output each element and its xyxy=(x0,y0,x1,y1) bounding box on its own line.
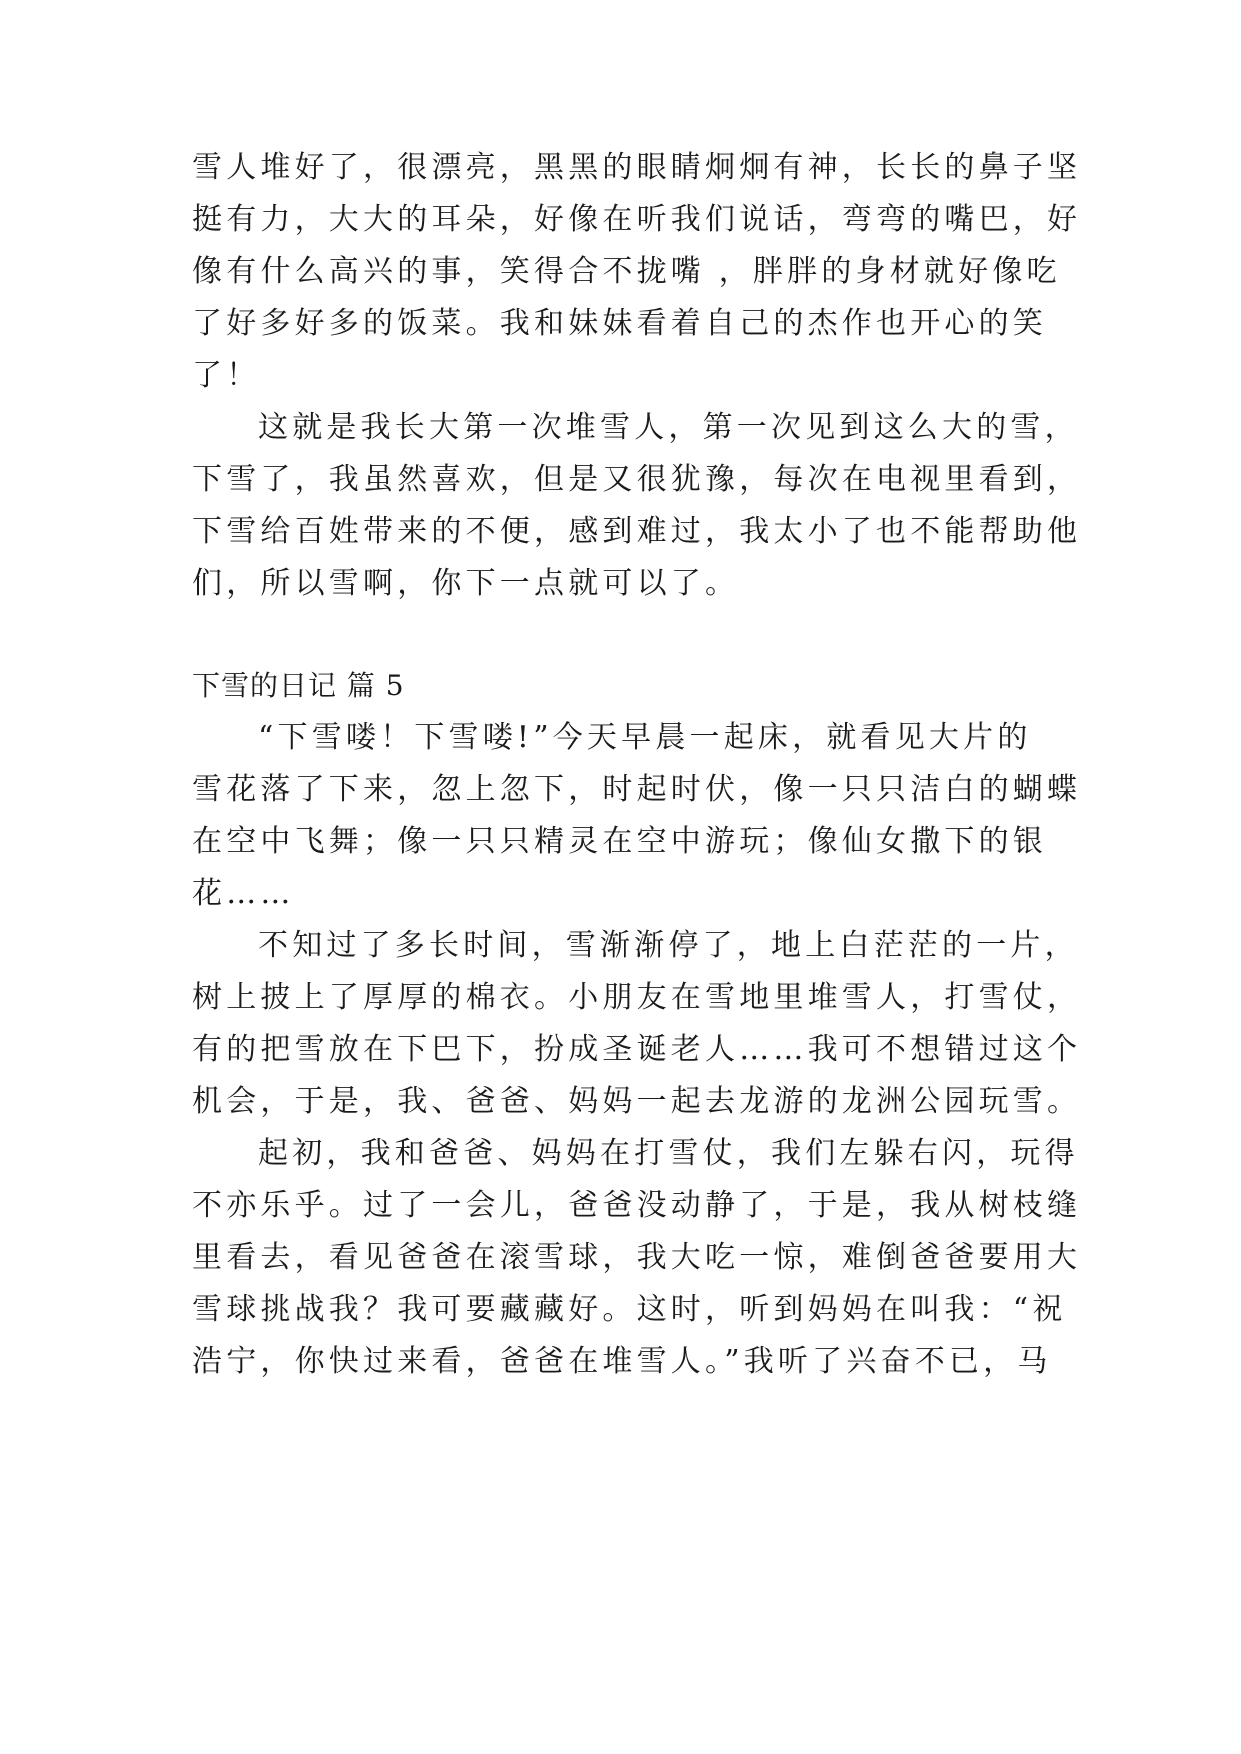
paragraph-3-line-2: 雪花落了下来，忽上忽下，时起时伏，像一只只洁白的蝴蝶 xyxy=(192,772,1082,807)
paragraph-4-line-2: 树上披上了厚厚的棉衣。小朋友在雪地里堆雪人，打雪仗， xyxy=(192,980,1082,1015)
section-heading: 下雪的日记 篇 5 xyxy=(192,669,405,702)
paragraph-1-line-1: 雪人堆好了，很漂亮，黑黑的眼睛炯炯有神，长长的鼻子坚 xyxy=(192,150,1082,185)
paragraph-5-line-1: 起初，我和爸爸、妈妈在打雪仗，我们左躲右闪，玩得 xyxy=(258,1136,1079,1171)
paragraph-2-line-3: 下雪给百姓带来的不便，感到难过，我太小了也不能帮助他 xyxy=(192,514,1082,549)
paragraph-5-line-5: 浩宁，你快过来看，爸爸在堆雪人。”我听了兴奋不已，马 xyxy=(192,1344,1052,1379)
paragraph-3-line-4: 花…… xyxy=(192,876,295,911)
paragraph-5-line-4: 雪球挑战我？我可要藏藏好。这时，听到妈妈在叫我：“祝 xyxy=(192,1292,1067,1327)
paragraph-1-line-5: 了！ xyxy=(192,358,261,393)
paragraph-1-line-4: 了好多好多的饭菜。我和妹妹看着自己的杰作也开心的笑 xyxy=(192,306,1047,341)
paragraph-2-line-1: 这就是我长大第一次堆雪人，第一次见到这么大的雪， xyxy=(258,410,1079,445)
paragraph-4-line-4: 机会，于是，我、爸爸、妈妈一起去龙游的龙洲公园玩雪。 xyxy=(192,1084,1082,1119)
paragraph-3-line-3: 在空中飞舞；像一只只精灵在空中游玩；像仙女撒下的银 xyxy=(192,824,1047,859)
paragraph-3-line-1: “下雪喽！下雪喽!”今天早晨一起床，就看见大片的 xyxy=(258,720,1032,755)
paragraph-1-line-2: 挺有力，大大的耳朵，好像在听我们说话，弯弯的嘴巴，好 xyxy=(192,202,1082,237)
paragraph-1-line-3: 像有什么高兴的事，笑得合不拢嘴 ，胖胖的身材就好像吃 xyxy=(192,254,1061,289)
paragraph-5-line-3: 里看去，看见爸爸在滚雪球，我大吃一惊，难倒爸爸要用大 xyxy=(192,1240,1082,1275)
paragraph-4-line-1: 不知过了多长时间，雪渐渐停了，地上白茫茫的一片， xyxy=(258,928,1079,963)
paragraph-5-line-2: 不亦乐乎。过了一会儿，爸爸没动静了，于是，我从树枝缝 xyxy=(192,1188,1082,1223)
paragraph-4-line-3: 有的把雪放在下巴下，扮成圣诞老人……我可不想错过这个 xyxy=(192,1032,1082,1067)
paragraph-2-line-2: 下雪了，我虽然喜欢，但是又很犹豫，每次在电视里看到， xyxy=(192,462,1082,497)
paragraph-2-line-4: 们，所以雪啊，你下一点就可以了。 xyxy=(192,566,740,601)
